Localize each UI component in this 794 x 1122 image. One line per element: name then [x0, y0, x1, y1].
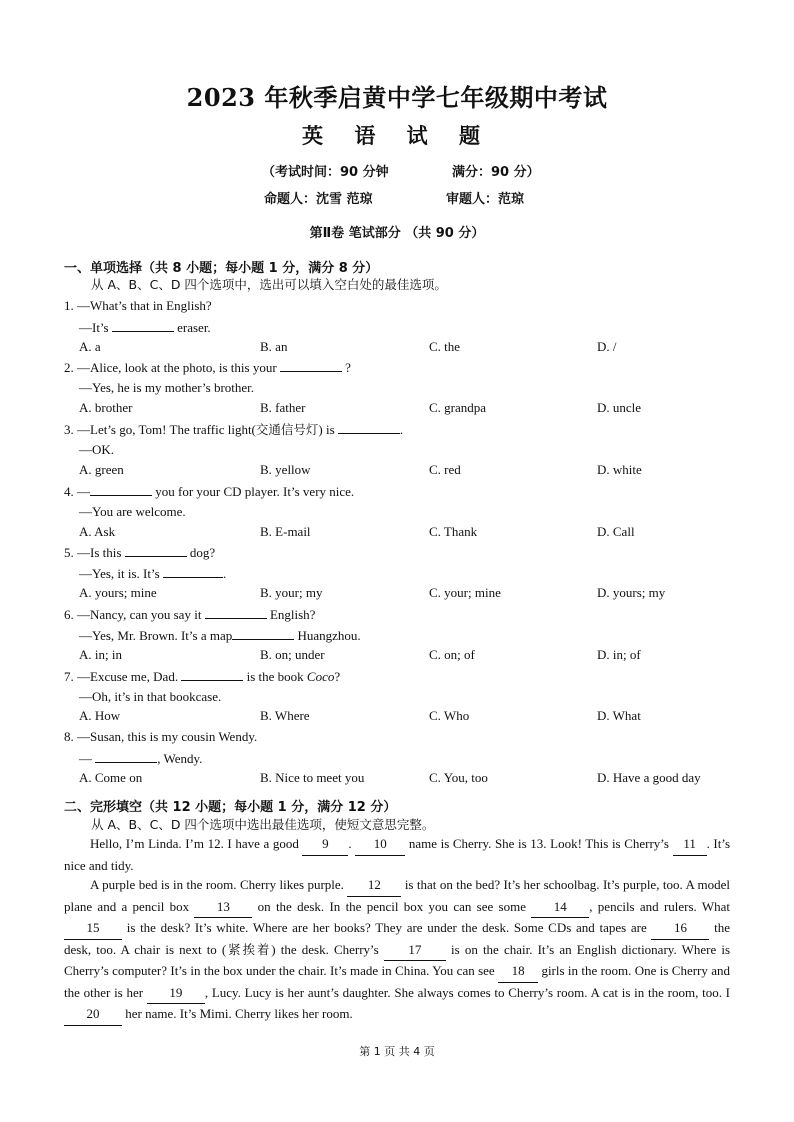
cloze-paragraph-2: A purple bed is in the room. Cherry likes purple. 12 is that on the bed? It’s her schoolbag. It’s purple, too. A model plane and a pencil box 13 on the desk. In the pencil box you can see some 14 , pencils and rulers. What 15 is the desk? It’s white. Where are her books? They are under the desk. Some CDs and tapes are 16 the desk, too. A chair is next to (紧挨着) the desk. Cherry’s 17 is on the chair. It’s an English dictionary. Where is Cherry’s computer? It’s in the box under the chair. It’s made in China. You can see 18 girls in the room. One is Cherry and the other is her 19 , Lucy. Lucy is her aunt’s daughter. She always comes to Cherry’s room. A cat is in the room, too. I 20 her name. It’s Mimi. Cherry likes her room. — [64, 875, 730, 1026]
q6-line2: —Yes, Mr. Brown. It’s a map Huangzhou. — [79, 628, 361, 643]
blank-17[interactable]: 17 — [384, 940, 446, 962]
part-heading: 第Ⅱ卷 笔试部分 （共 90 分） — [309, 226, 485, 241]
exam-score: 满分：90 分） — [452, 165, 540, 180]
option-c[interactable]: C. the — [429, 339, 461, 354]
exam-title: 2023 年秋季启黄中学七年级期中考试 — [186, 83, 608, 112]
option-d[interactable]: D. yours; my — [597, 585, 666, 600]
option-a[interactable]: A. yours; mine — [79, 585, 157, 600]
option-a[interactable]: A. a — [79, 339, 101, 354]
option-d[interactable]: D. Have a good day — [597, 770, 701, 785]
option-a[interactable]: A. Ask — [79, 524, 116, 539]
q7-line1: 7. —Excuse me, Dad. is the book Coco? — [64, 669, 341, 684]
q1-line1: 1. —What’s that in English? — [64, 298, 212, 313]
option-b[interactable]: B. father — [260, 400, 306, 415]
option-a[interactable]: A. brother — [79, 400, 133, 415]
option-c[interactable]: C. Who — [429, 708, 470, 723]
page-footer: 第 1 页 共 4 页 — [359, 1045, 435, 1058]
option-b[interactable]: B. Where — [260, 708, 310, 723]
section2-instruction: 从 A、B、C、D 四个选项中选出最佳选项，使短文意思完整。 — [91, 817, 435, 832]
q8-line2: — , Wendy. — [79, 751, 203, 766]
option-d[interactable]: D. Call — [597, 524, 635, 539]
section1-instruction: 从 A、B、C、D 四个选项中，选出可以填入空白处的最佳选项。 — [91, 277, 447, 292]
option-c[interactable]: C. grandpa — [429, 400, 487, 415]
option-b[interactable]: B. Nice to meet you — [260, 770, 365, 785]
q7-line2: —Oh, it’s in that bookcase. — [79, 689, 222, 704]
option-a[interactable]: A. in; in — [79, 647, 122, 662]
option-d[interactable]: D. What — [597, 708, 641, 723]
q2-line2: —Yes, he is my mother’s brother. — [79, 380, 255, 395]
option-c[interactable]: C. red — [429, 462, 461, 477]
q8-line1: 8. —Susan, this is my cousin Wendy. — [64, 729, 258, 744]
blank-14[interactable]: 14 — [531, 897, 589, 919]
blank-20[interactable]: 20 — [64, 1004, 122, 1026]
blank-13[interactable]: 13 — [194, 897, 252, 919]
option-c[interactable]: C. your; mine — [429, 585, 501, 600]
q5-line1: 5. —Is this dog? — [64, 545, 216, 560]
blank-9[interactable]: 9 — [302, 834, 348, 856]
cloze-paragraph-1: Hello, I’m Linda. I’m 12. I have a good 9 . 10 name is Cherry. She is 13. Look! This is Cherry’s 11 . It’s nice and tidy. — [64, 836, 731, 873]
exam-reviewer: 审题人：范琼 — [446, 192, 525, 207]
option-b[interactable]: B. yellow — [260, 462, 311, 477]
section1-heading: 一、单项选择（共 8 小题；每小题 1 分，满分 8 分） — [64, 261, 379, 276]
q3-line1: 3. —Let’s go, Tom! The traffic light(交通信号灯) is . — [64, 422, 404, 437]
blank-18[interactable]: 18 — [498, 961, 538, 983]
q4-line2: —You are welcome. — [79, 504, 186, 519]
blank-19[interactable]: 19 — [147, 983, 205, 1005]
exam-subtitle: 英 语 试 题 — [302, 123, 492, 148]
q6-line1: 6. —Nancy, can you say it English? — [64, 607, 316, 622]
blank-10[interactable]: 10 — [355, 834, 405, 856]
section2-heading: 二、完形填空（共 12 小题；每小题 1 分，满分 12 分） — [64, 800, 397, 815]
option-b[interactable]: B. an — [260, 339, 288, 354]
option-c[interactable]: C. Thank — [429, 524, 478, 539]
exam-time: （考试时间：90 分钟 — [262, 165, 389, 180]
option-b[interactable]: B. on; under — [260, 647, 325, 662]
blank-16[interactable]: 16 — [651, 918, 709, 940]
q2-line1: 2. —Alice, look at the photo, is this your ? — [64, 360, 351, 375]
blank-11[interactable]: 11 — [673, 834, 707, 856]
q3-line2: —OK. — [79, 442, 115, 457]
q5-line2: —Yes, it is. It’s . — [79, 566, 227, 581]
q1-line2: —It’s eraser. — [79, 320, 211, 335]
option-d[interactable]: D. / — [597, 339, 617, 354]
q4-line1: 4. — you for your CD player. It’s very nice. — [64, 484, 355, 499]
option-d[interactable]: D. white — [597, 462, 642, 477]
option-a[interactable]: A. green — [79, 462, 124, 477]
option-d[interactable]: D. in; of — [597, 647, 641, 662]
blank-12[interactable]: 12 — [347, 875, 401, 897]
option-c[interactable]: C. You, too — [429, 770, 488, 785]
option-b[interactable]: B. E-mail — [260, 524, 311, 539]
blank-15[interactable]: 15 — [64, 918, 122, 940]
option-b[interactable]: B. your; my — [260, 585, 323, 600]
option-d[interactable]: D. uncle — [597, 400, 642, 415]
option-c[interactable]: C. on; of — [429, 647, 475, 662]
option-a[interactable]: A. How — [79, 708, 121, 723]
option-a[interactable]: A. Come on — [79, 770, 143, 785]
exam-authors: 命题人：沈雪 范琼 — [264, 192, 373, 207]
